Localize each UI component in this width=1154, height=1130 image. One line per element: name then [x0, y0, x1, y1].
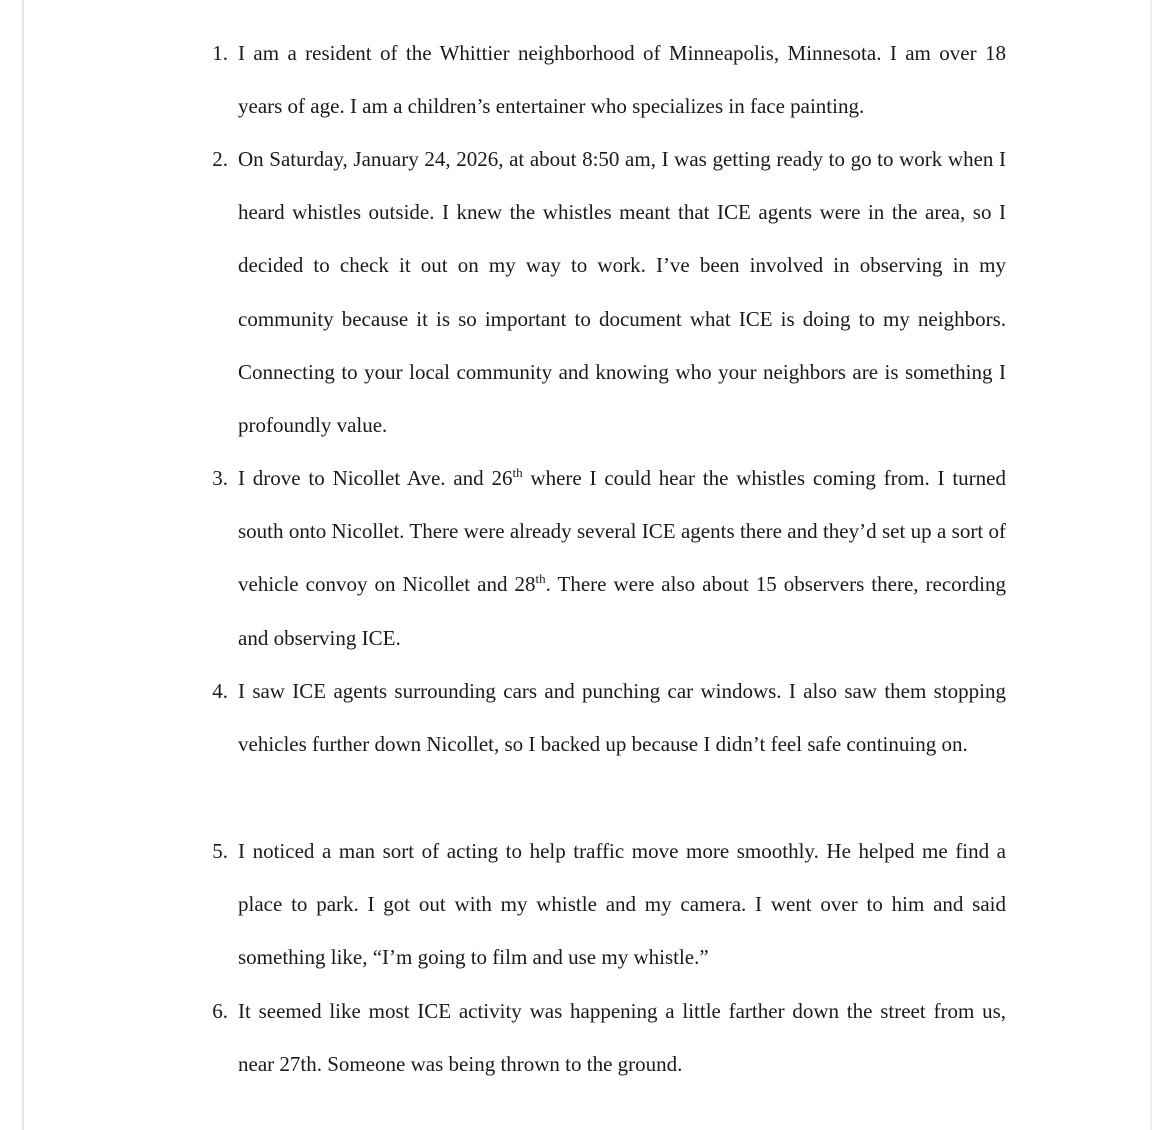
text-segment: I drove to Nicollet Ave. and 26	[238, 466, 513, 490]
page-left-edge	[22, 0, 24, 1130]
paragraph-number: 1.	[212, 41, 228, 65]
paragraph-number: 4.	[212, 679, 228, 703]
paragraph-text: I am a resident of the Whittier neighborhood of Minneapolis, Minnesota. I am over 18 years of age. I am a children’s entertainer who specializes in face painting.	[238, 41, 1006, 119]
ordinal-suffix: th	[512, 465, 523, 480]
page-right-edge	[1150, 0, 1152, 1130]
paragraph-number: 5.	[212, 839, 228, 863]
paragraph-text: On Saturday, January 24, 2026, at about 8:50 am, I was getting ready to go to work when I heard whistles outside. I knew the whistles meant that ICE agents were in the area, so I decided to check it out on my way to work. I’ve been involved in observing in my community because it is so important to document what ICE is doing to my neighbors. Connecting to your local community and knowing who your neighbors are is something I profoundly value.	[238, 147, 1006, 438]
paragraph-number: 6.	[212, 999, 228, 1023]
paragraph-number: 3.	[212, 466, 228, 490]
text-segment: where I could hear the whistles coming from. I turned south onto Nicollet. There were already several ICE agents there and they’d set up a sort of vehicle convoy on Nicollet and 28	[238, 466, 1006, 597]
paragraph-text: I noticed a man sort of acting to help traffic move more smoothly. He helped me find a place to park. I got out with my whistle and my camera. I went over to him and said something like, “I’m going to film and use my whistle.”	[238, 839, 1006, 970]
paragraph-text	[238, 452, 1006, 665]
paragraph-text: I saw ICE agents surrounding cars and punching car windows. I also saw them stopping vehicles further down Nicollet, so I backed up because I didn’t feel safe continuing on.	[238, 679, 1006, 757]
text-segment: . There were also about 15 observers there, recording and observing ICE.	[238, 572, 1006, 650]
paragraph-number: 2.	[212, 147, 228, 171]
paragraph-text: It seemed like most ICE activity was happening a little farther down the street from us, near 27th. Someone was being thrown to the ground.	[238, 999, 1006, 1077]
ordinal-suffix: th	[535, 571, 546, 587]
